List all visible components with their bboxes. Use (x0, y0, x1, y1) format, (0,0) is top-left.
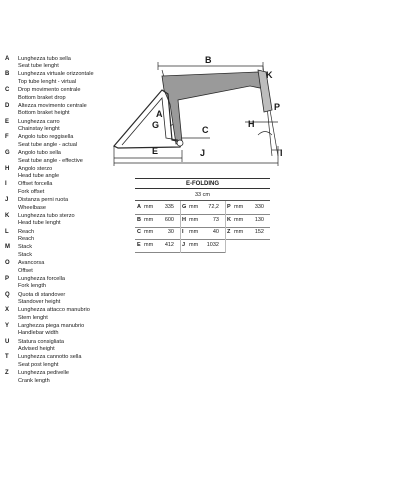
diagram-label-p: P (274, 102, 281, 112)
table-body (135, 201, 270, 253)
legend-letter: P (5, 275, 10, 282)
table-cell (137, 226, 174, 239)
table-cell (227, 226, 264, 239)
legend-label-italian: Reach (18, 228, 35, 235)
legend-label-italian: Lunghezza tubo sella (18, 55, 71, 62)
table-cell-letter: G (182, 204, 187, 211)
table-cell-letter: H (182, 216, 186, 223)
legend-label-english: Stack (18, 251, 32, 258)
diagram-label-a: A (156, 109, 163, 119)
diagram-label-j: J (200, 148, 206, 158)
diagram-label-k: K (266, 70, 273, 80)
legend-label-english: Standover height (18, 299, 61, 305)
legend-letter: T (5, 354, 9, 361)
table-cell-value: 72,2 (208, 204, 219, 211)
diagram-label-e: E (152, 146, 159, 156)
legend-label-english: Seat post lenght (18, 361, 59, 368)
table-title: E-FOLDING (135, 178, 270, 189)
legend-label-english: Crank length (18, 377, 50, 384)
legend-label-italian: Quota di standover (18, 291, 66, 298)
legend-label-italian: Lunghezza cannotto sella (18, 354, 82, 361)
table-cell-unit: mm (234, 204, 244, 211)
legend-item (3, 323, 131, 338)
diagram-label-c: C (202, 125, 209, 135)
legend-letter: B (5, 71, 10, 78)
legend-label-italian: Lunghezza carro (18, 118, 60, 125)
diagram-label-g: G (152, 120, 160, 130)
legend-label-italian: Larghezza piega manubrio (18, 322, 85, 329)
table-cell-unit: mm (144, 229, 154, 236)
legend-letter: O (5, 260, 10, 267)
frame-geometry-diagram (100, 50, 300, 170)
table-cell-unit: mm (189, 204, 199, 211)
table-cell-letter: C (137, 229, 141, 236)
table-cell-unit: mm (144, 241, 154, 248)
legend-item (3, 339, 131, 354)
table-cell-unit: mm (189, 216, 199, 223)
legend-label-english: Bottom braket height (18, 110, 70, 117)
legend-label-english: Seat tube angle - effective (18, 157, 83, 164)
legend-label-italian: Offset forcella (18, 181, 53, 188)
legend-label-italian: Lunghezza tubo sterzo (18, 212, 75, 219)
table-cell (182, 214, 219, 227)
legend-label-italian: Avancorsa (18, 260, 45, 267)
legend-label-english: Handlebar width (18, 330, 59, 337)
legend-label-italian: Altezza movimento centrale (18, 102, 87, 109)
legend-item (3, 370, 131, 385)
table-cell-letter: J (182, 241, 186, 248)
legend-item (3, 260, 131, 275)
legend-label-italian: Stack (18, 244, 32, 251)
legend-label-english: Top tube lenght - virtual (18, 78, 77, 85)
legend-letter: U (5, 338, 10, 345)
legend-label-italian: Angolo sterzo (18, 165, 53, 172)
legend-label-english: Head tube lenght (18, 220, 61, 227)
table-cell-unit: mm (189, 241, 199, 248)
legend-letter: Y (5, 322, 10, 329)
legend-label-italian: Lunghezza virtuale orizzontale (18, 71, 94, 78)
table-cell (137, 239, 174, 252)
table-cell-value: 73 (212, 216, 219, 223)
table-cell-unit: mm (234, 216, 244, 223)
table-cell (182, 201, 219, 214)
legend-letter: M (5, 244, 10, 251)
legend-item (3, 244, 131, 259)
table-cell (137, 201, 174, 214)
legend-label-italian: Angolo tubo sella (18, 150, 61, 157)
legend-label-english: Fork offset (18, 188, 45, 195)
legend-letter: C (5, 87, 10, 94)
legend-letter: Q (5, 291, 10, 298)
legend-label-english: Chainstay lenght (18, 126, 60, 133)
table-cell-unit: mm (189, 229, 199, 236)
legend-item (3, 354, 131, 369)
size-table (135, 178, 270, 253)
legend-letter: F (5, 134, 9, 141)
diagram-label-i: I (280, 148, 283, 158)
legend-letter: D (5, 102, 10, 109)
table-cell-value: 40 (212, 229, 219, 236)
legend-letter: H (5, 165, 10, 172)
table-cell-value: 152 (254, 229, 264, 236)
table-cell-value: 30 (167, 229, 174, 236)
table-cell-value: 600 (164, 216, 174, 223)
legend-label-italian: Distanza perni ruota (18, 197, 69, 204)
legend-item (3, 307, 131, 322)
legend-letter: J (5, 197, 9, 204)
legend-label-italian: Drop movimento centrale (18, 87, 81, 94)
legend-label-english: Advised height (18, 346, 55, 353)
table-cell-unit: mm (234, 229, 244, 236)
frame-main-tube (162, 72, 262, 144)
legend-label-english: Stem lenght (18, 314, 48, 321)
legend-label-english: Wheelbase (18, 204, 46, 211)
legend-letter: K (5, 212, 10, 219)
legend-label-italian: Statura consigliata (18, 338, 65, 345)
legend-item (3, 197, 131, 212)
table-column-divider (225, 201, 226, 253)
legend-label-english: Head tube angle (18, 173, 60, 180)
legend-item (3, 276, 131, 291)
table-cell-letter: B (137, 216, 141, 223)
legend-label-english: Bottom braket drop (18, 94, 66, 101)
table-size-label: 33 cm (135, 189, 270, 201)
frame-shape (114, 70, 272, 148)
table-cell (227, 214, 264, 227)
table-cell-letter: K (227, 216, 231, 223)
legend-label-english: Reach (18, 236, 35, 243)
bottom-bracket (177, 140, 183, 146)
table-cell (227, 201, 264, 214)
table-cell-value: 330 (254, 204, 264, 211)
table-cell-letter: E (137, 241, 141, 248)
diagram-label-b: B (205, 55, 212, 65)
table-cell-value: 1032 (206, 241, 219, 248)
table-column-divider (180, 201, 181, 253)
legend-letter: I (5, 181, 7, 188)
table-cell-letter: P (227, 204, 231, 211)
legend-letter: A (5, 55, 10, 62)
legend-label-italian: Lunghezza pedivelle (18, 370, 70, 377)
table-cell (182, 226, 219, 239)
legend-item (3, 213, 131, 228)
frame-chainstay-inner (122, 98, 178, 145)
diagram-label-h: H (248, 119, 255, 129)
table-cell (182, 239, 219, 252)
table-cell-unit: mm (144, 216, 154, 223)
legend-letter: E (5, 118, 10, 125)
legend-label-italian: Lunghezza forcella (18, 275, 65, 282)
legend-letter: X (5, 307, 10, 314)
table-cell-value: 412 (164, 241, 174, 248)
table-cell-unit: mm (144, 204, 154, 211)
table-cell-value: 130 (254, 216, 264, 223)
legend-label-english: Seat tube lenght (18, 63, 59, 70)
table-cell-value: 335 (164, 204, 174, 211)
legend-label-italian: Lunghezza attacco manubrio (18, 307, 90, 314)
legend-letter: Z (5, 370, 9, 377)
table-cell-letter: I (182, 229, 184, 236)
legend-label-english: Offset (18, 267, 33, 274)
legend-item (3, 229, 131, 244)
legend-label-english: Seat tube angle - actual (18, 141, 78, 148)
table-cell-letter: A (137, 204, 141, 211)
legend-letter: G (5, 150, 10, 157)
legend-label-italian: Angolo tubo reggisella (18, 134, 74, 141)
table-cell (137, 214, 174, 227)
table-cell-letter: Z (227, 229, 231, 236)
legend-item (3, 181, 131, 196)
legend-item (3, 292, 131, 307)
legend-letter: L (5, 228, 9, 235)
legend-label-english: Fork length (18, 283, 46, 290)
